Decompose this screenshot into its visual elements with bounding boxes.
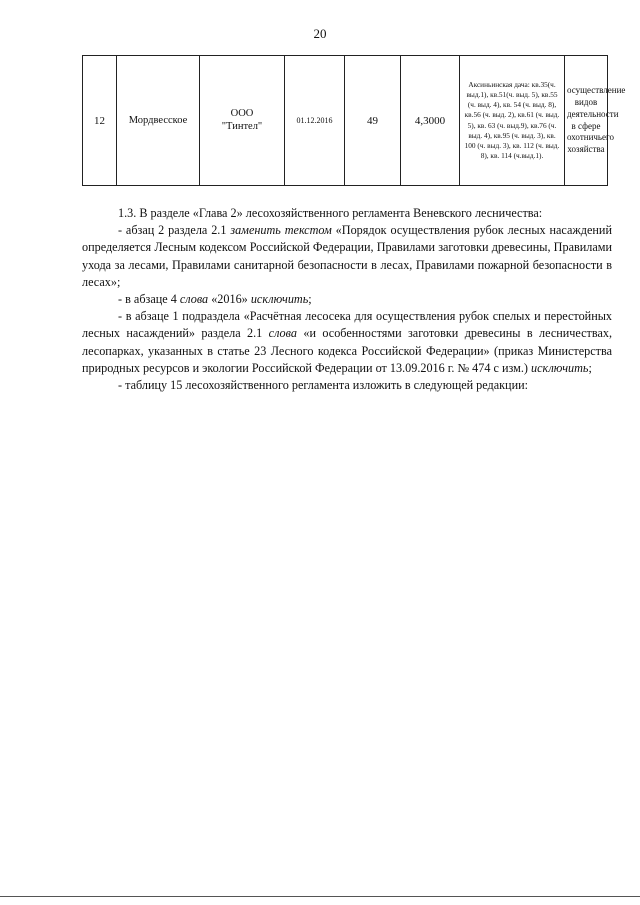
text-run: - в абзаце 1 подраздела «Расчётная лесосека для осуществления рубок спелых и перестойных лесных насаждений» раздела 2.1 xyxy=(82,309,612,341)
date-cell: 01.12.2016 xyxy=(285,56,345,186)
emphasis-text: исключить xyxy=(250,292,309,307)
text-run: «и особенностями заготовки древесины в лесничествах, лесопарках, указанных в статье 23 Лесного кодекса Российской Федерации» (приказ Министерства природных ресурсов и экологии Российской Федерации от 13.09.2016 г. № 474 с изм.) xyxy=(82,326,612,375)
text-run: - в абзаце 4 xyxy=(118,292,180,307)
purpose-cell: осуществление видов деятельности в сфере охотничьего хозяйства xyxy=(565,56,608,186)
emphasis-text: исключить xyxy=(531,360,589,375)
text-run: «2016» xyxy=(208,292,251,307)
organization-cell xyxy=(200,56,285,186)
row-number-cell: 12 xyxy=(83,56,117,186)
table-row xyxy=(83,56,608,186)
area-cell: 49 xyxy=(345,56,401,186)
organization-name: "Тинтел" xyxy=(221,120,263,132)
emphasis-text: слова xyxy=(179,292,209,307)
section-heading-paragraph: 1.3. В разделе «Глава 2» лесохозяйственного регламента Веневского лесничества: xyxy=(118,206,543,220)
emphasis-text: слова xyxy=(268,326,297,341)
lease-table xyxy=(82,55,626,186)
paragraph-replace-text xyxy=(82,222,612,291)
paragraph-table-15: - таблицу 15 лесохозяйственного регламента изложить в следующей редакции: xyxy=(118,378,529,393)
text-run: «Порядок осуществления рубок лесных насаждений определяется Лесным кодексом Российской Федерации, Правилами заготовки древесины, Правилами ухода за лесами, Правилами санитарной безопасности в лесах, Правилами пожарной безопасности в лесах»; xyxy=(82,223,612,289)
volume-cell: 4,3000 xyxy=(401,56,460,186)
page-number: 20 xyxy=(313,26,327,41)
organization-type: ООО xyxy=(230,107,254,119)
emphasis-text: заменить текстом xyxy=(230,223,332,238)
page-bottom-rule xyxy=(0,896,640,897)
paragraph-exclude-features xyxy=(82,308,612,377)
text-run: ; xyxy=(588,360,592,375)
paragraph-exclude-2016 xyxy=(82,291,612,308)
text-run: ; xyxy=(308,292,312,307)
location-cell: Аксиньинская дача: кв.35(ч. выд.1), кв.51(ч. выд. 5), кв.55 (ч. выд. 4), кв. 54 (ч. выд. 8), кв.56 (ч. выд. 2), кв.61 (ч. выд. 5), кв. 63 (ч. выд.9), кв.76 (ч. выд. 4), кв.95 (ч. выд. 3), кв. 100 (ч. выд. 3), кв. 112 (ч. выд. 8), кв. 114 (ч.выд.1). xyxy=(460,56,565,186)
text-run: - абзац 2 раздела 2.1 xyxy=(118,223,231,238)
body-text xyxy=(82,205,612,394)
forestry-name-cell: Мордвесское xyxy=(117,56,200,186)
